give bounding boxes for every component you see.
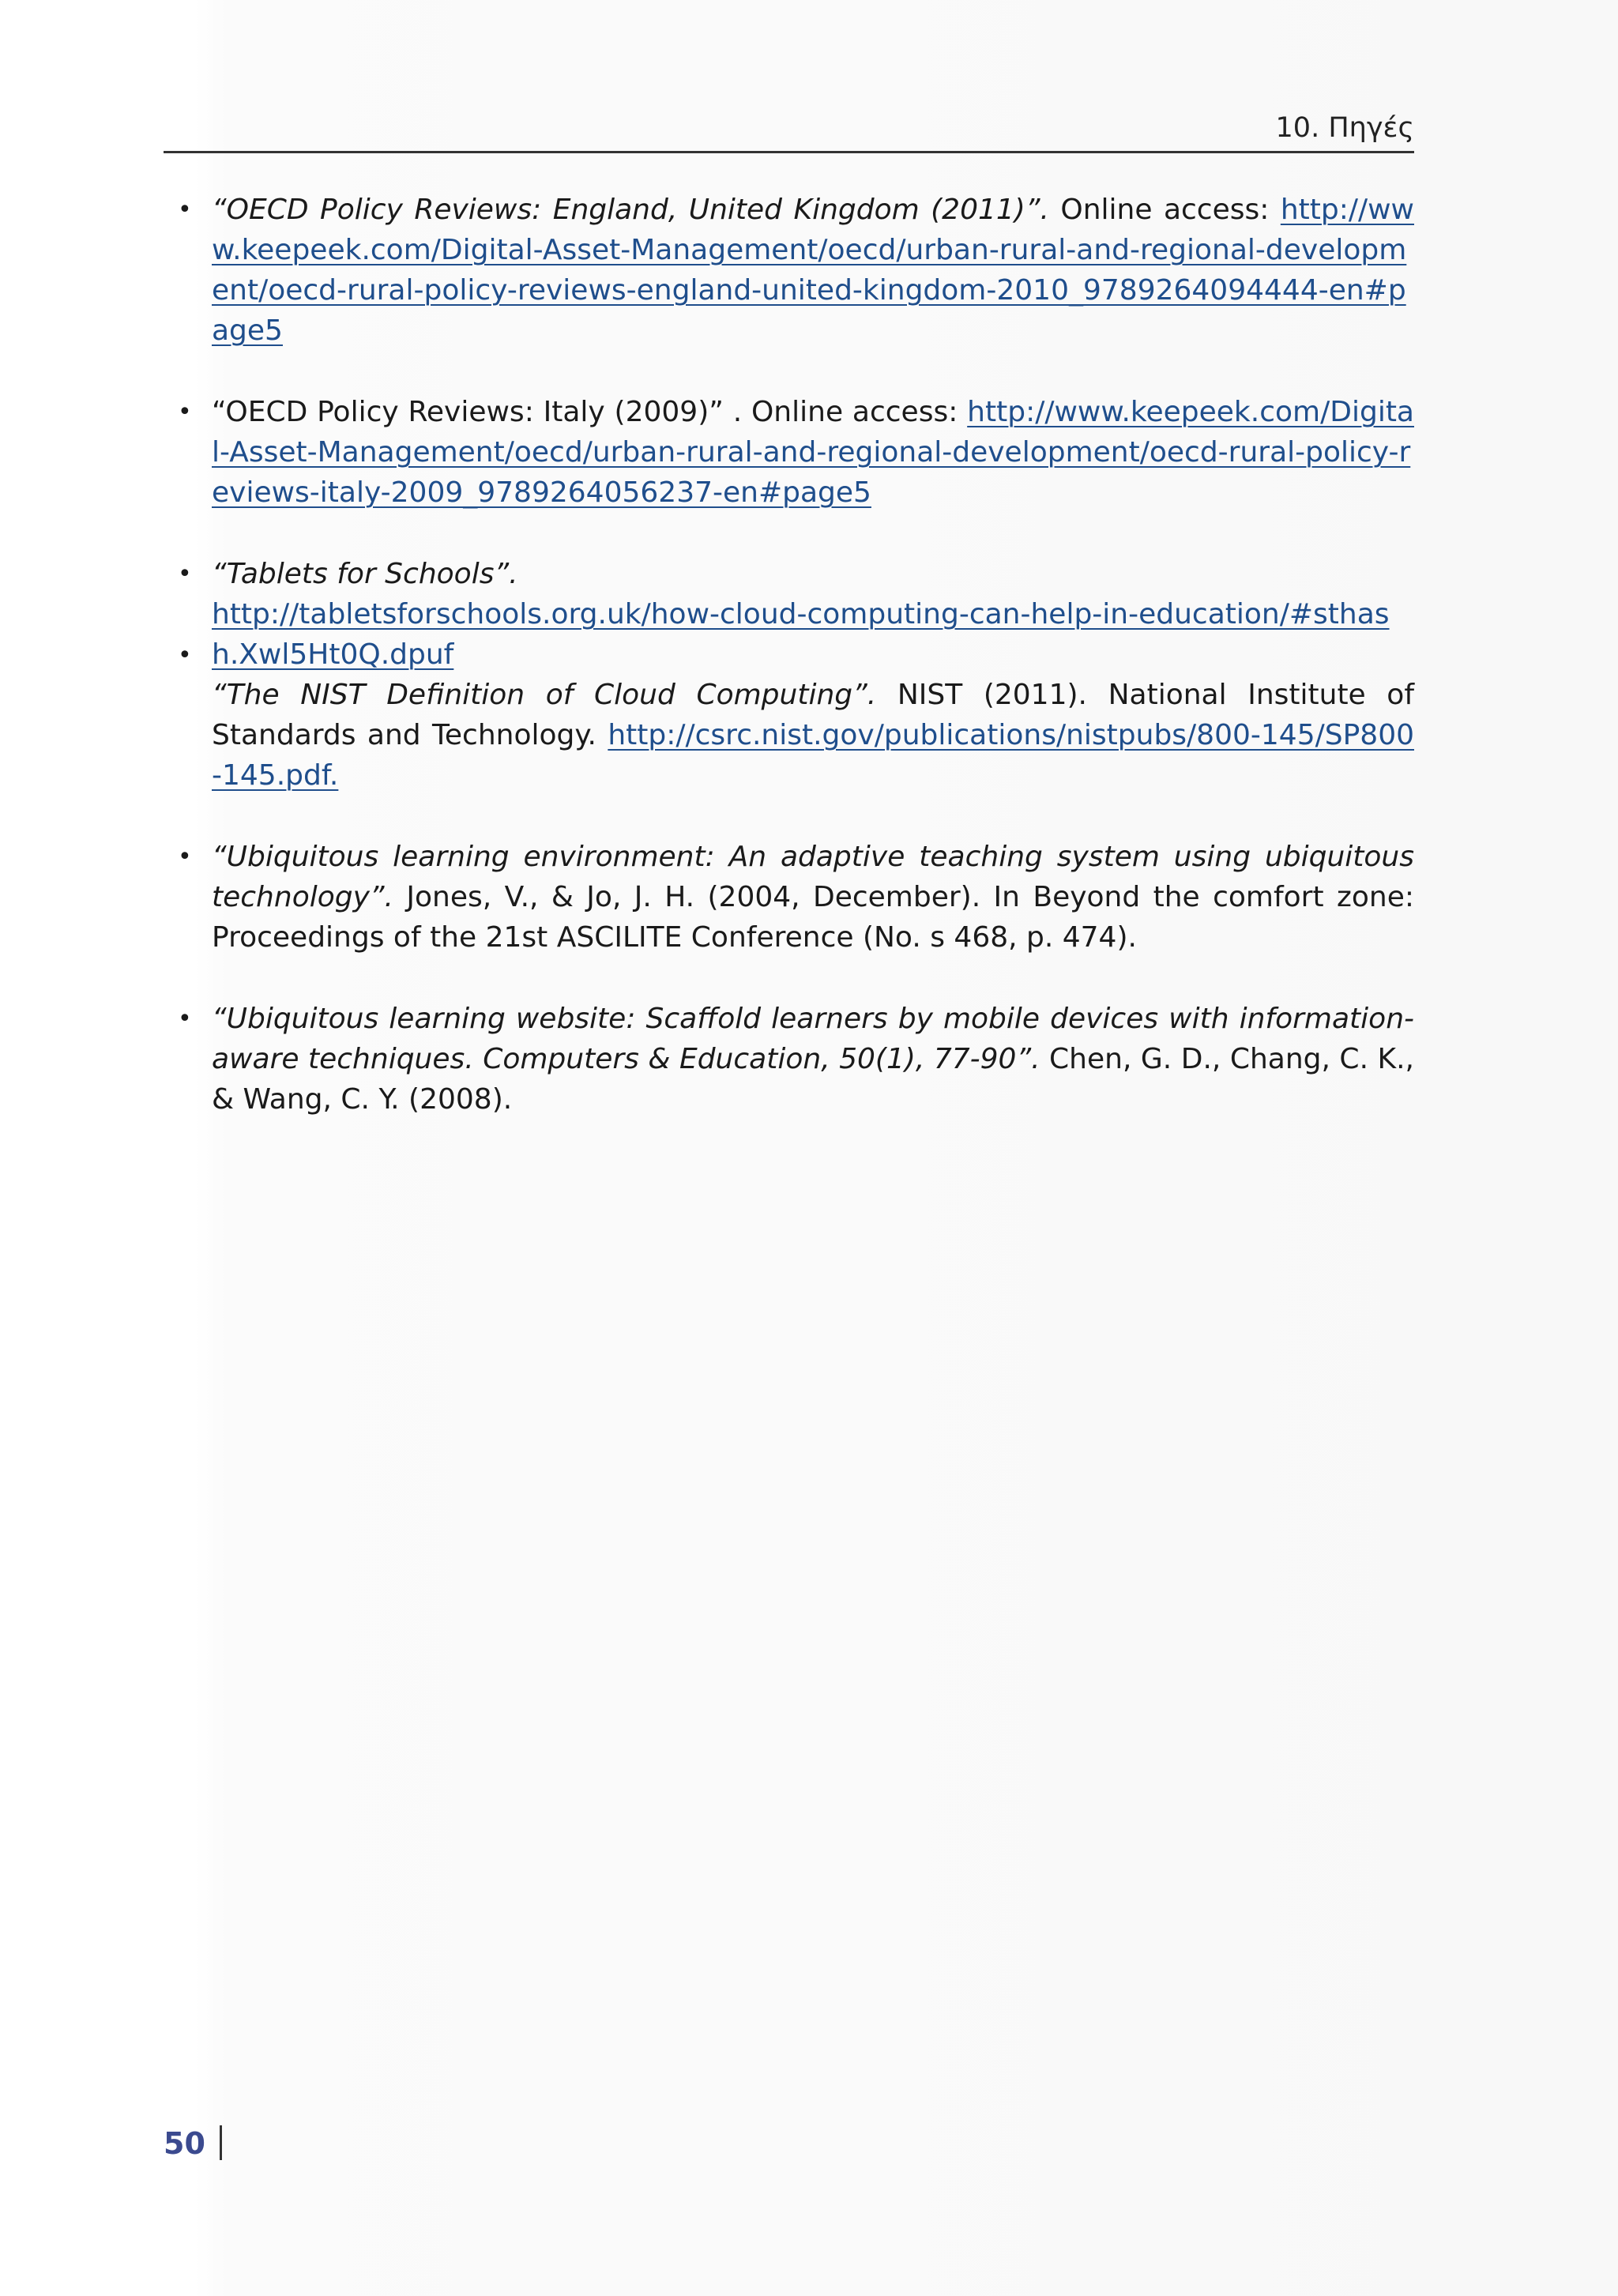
page-header — [164, 111, 1414, 153]
bullet-icon: • — [178, 843, 192, 871]
reference-title: “The NIST Definition of Cloud Computing”. — [212, 679, 877, 711]
reference-item — [172, 392, 1414, 513]
reference-item — [172, 837, 1414, 958]
reference-title: “Ubiquitous learning environment: An adaptive teaching system using ubiquitous technology”. — [212, 841, 1414, 913]
reference-title: “OECD Policy Reviews: England, United Kingdom (2011)”. — [212, 194, 1049, 226]
bullet-icon: • — [178, 196, 192, 224]
footer-divider — [220, 2125, 222, 2160]
bullet-icon: • — [178, 560, 192, 588]
bullet-icon: • — [178, 398, 192, 426]
reference-text: “OECD Policy Reviews: Italy (2009)” . Online access: — [212, 396, 968, 428]
bullet-icon: • — [178, 642, 192, 669]
reference-text: NIST (2011). National Institute of Standards and Technology. — [212, 679, 1415, 751]
reference-title: “Tablets for Schools”. — [212, 558, 518, 590]
bullet-icon: • — [178, 1005, 192, 1033]
reference-item — [172, 554, 1414, 671]
page-number: 50 — [164, 2126, 205, 2161]
reference-title: “Ubiquitous learning website: Scaffold learners by mobile devices with information-aware techniques. Computers & Education, 50(1), 77-90”. — [212, 1003, 1414, 1075]
reference-link[interactable]: http://csrc.nist.gov/publications/nistpubs/800-145/SP800-145.pdf. — [212, 719, 1414, 792]
section-title: 10. Πηγές — [1275, 112, 1414, 144]
reference-text: Jones, V., & Jo, J. H. (2004, December). In Beyond the comfort zone: Proceedings of the 21st ASCILITE Conference (No. s 468, p. 474). — [212, 881, 1414, 954]
reference-link[interactable]: http://tabletsforschools.org.uk/how-cloud-computing-can-help-in-education/#sthash.Xwl5Ht0Q.dpuf — [212, 598, 1390, 671]
reference-text: Online access: — [1048, 194, 1281, 226]
reference-link[interactable]: http://www.keepeek.com/Digital-Asset-Management/oecd/urban-rural-and-regional-development/oecd-rural-policy-reviews-italy-2009_9789264056237-en#page5 — [212, 396, 1414, 509]
reference-link[interactable]: http://www.keepeek.com/Digital-Asset-Management/oecd/urban-rural-and-regional-development/oecd-rural-policy-reviews-england-united-kingdom-2010_9789264094444-en#page5 — [212, 194, 1414, 347]
reference-item — [172, 635, 1414, 796]
reference-item — [172, 999, 1414, 1120]
reference-text: Chen, G. D., Chang, C. K., & Wang, C. Y. (2008). — [212, 1043, 1414, 1116]
reference-list — [172, 190, 1414, 1120]
reference-item — [172, 190, 1414, 351]
